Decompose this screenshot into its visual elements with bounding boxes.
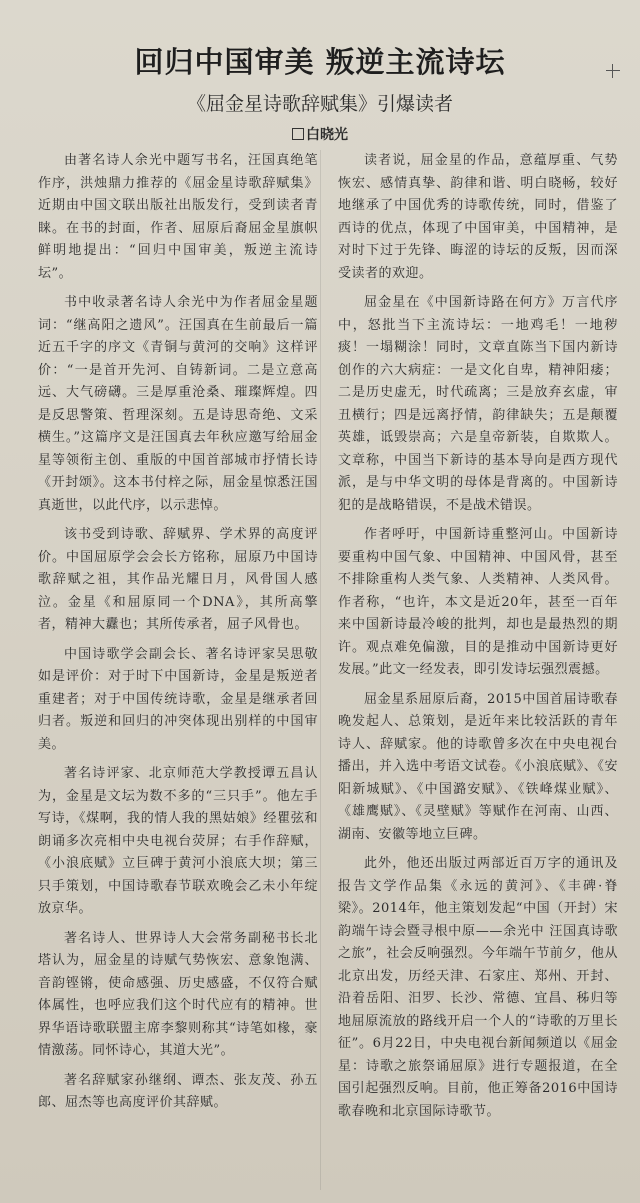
left-column bbox=[38, 150, 318, 1200]
paragraph: 屈金星系屈原后裔，2015中国首届诗歌春晚发起人、总策划，是近年来比较活跃的青年诗人、辞赋家。他的诗歌曾多次在中央电视台播出，并入选中考语文试卷。《小浪底赋》、《安阳新城赋》、《中国潞安赋》、《铁峰煤业赋》、《雄鹰赋》、《灵壁赋》等赋作在河南、山西、湖南、安徽等地立巨碑。 bbox=[338, 691, 618, 842]
crosshair-register-mark-icon bbox=[606, 64, 620, 78]
article-body bbox=[38, 150, 618, 1200]
article-byline bbox=[0, 124, 640, 144]
paragraph: 书中收录著名诗人余光中为作者屈金星题词：“继高阳之遗风”。汪国真在生前最后一篇近五千字的序文《青铜与黄河的交响》这样评价：“一是首开先河、自铸新词。二是立意高远、大气磅礴。三是厚重沧桑、璀璨辉煌。四是反思警策、哲理深刻。五是诗思奇绝、文采横生。”这篇序文是汪国真去年秋应邀写给屈金星等领衔主创、重版的中国首部城市抒情长诗《开封颂》。这本书付梓之际，屈金星惊悉汪国真逝世，以此代序，以示悲悼。 bbox=[38, 295, 318, 513]
paragraph: 读者说，屈金星的作品，意蕴厚重、气势恢宏、感情真挚、韵律和谐、明白晓畅，较好地继承了中国优秀的诗歌传统，同时，借鉴了西诗的优点，体现了中国审美，中国精神，是对时下过于先锋、晦涩的诗坛的反叛，因而深受读者的欢迎。 bbox=[338, 153, 618, 281]
paragraph: 中国诗歌学会副会长、著名诗评家吴思敬如是评价：对于时下中国新诗，金星是叛逆者重建者；对于中国传统诗歌，金星是继承者回归者。叛逆和回归的冲突体现出别样的中国审美。 bbox=[38, 646, 318, 752]
paragraph: 著名诗人、世界诗人大会常务副秘书长北塔认为，屈金星的诗赋气势恢宏、意象饱满、音韵铿锵，使命感强、历史感盛，不仅符合赋体属性，也呼应我们这个时代应有的精神。世界华语诗歌联盟主席李黎则称其“诗笔如椽，豪情激荡。同怀诗心，其道大光”。 bbox=[38, 930, 318, 1058]
right-column bbox=[338, 150, 618, 1200]
paragraph: 著名辞赋家孙继纲、谭杰、张友茂、孙五郎、屈杰等也高度评价其辞赋。 bbox=[38, 1072, 318, 1110]
paragraph: 该书受到诗歌、辞赋界、学术界的高度评价。中国屈原学会会长方铭称，屈原乃中国诗歌辞赋之祖，其作品光耀日月，风骨国人感泣。金星《和屈原同一个DNA》，其所高擎者，精神大纛也；其所传承者，屈子风骨也。 bbox=[38, 527, 318, 632]
article-header bbox=[0, 0, 640, 144]
paragraph: 作者呼吁，中国新诗重整河山。中国新诗要重构中国气象、中国精神、中国风骨，甚至不排除重构人类气象、人类精神、人类风骨。作者称，“也许，本文是近20年，甚至一百年来中国新诗最冷峻的批判，却也是最热烈的期许。观点难免偏激，目的是推动中国新诗更好发展。”此文一经发表，即引发诗坛强烈震撼。 bbox=[338, 527, 618, 677]
author-name: 白晓光 bbox=[306, 127, 348, 143]
article-subtitle: 《屈金星诗歌辞赋集》引爆读者 bbox=[186, 93, 453, 115]
article-title: 回归中国审美 叛逆主流诗坛 bbox=[134, 45, 506, 79]
paragraph: 由著名诗人余光中题写书名，汪国真绝笔作序，洪烛鼎力推荐的《屈金星诗歌辞赋集》近期由中国文联出版社出版发行，受到读者青睐。在书的封面，作者、屈原后裔屈金星旗帜鲜明地提出：“回归中国审美，叛逆主流诗坛”。 bbox=[38, 153, 318, 281]
paragraph: 屈金星在《中国新诗路在何方》万言代序中，怒批当下主流诗坛：一地鸡毛！一地秽痰！一塌糊涂！同时，文章直陈当下国内新诗创作的六大病症：一是文化自卑，精神阳痿；二是历史虚无，时代疏离；三是放弃玄虚，审丑横行；四是远离抒情，韵律缺失；五是颠覆英雄，诋毁崇高；六是皇帝新装，自欺欺人。文章称，中国当下新诗的基本导向是西方现代派，是与中华文明的母体是背离的。中国新诗犯的是战略错误，不是战术错误。 bbox=[338, 295, 618, 513]
paragraph: 此外，他还出版过两部近百万字的通讯及报告文学作品集《永远的黄河》、《丰碑·脊梁》。2014年，他主策划发起“中国（开封）宋韵端午诗会暨寻根中原——余光中 汪国真诗歌之旅”，社会反响强烈。今年端午节前夕，他从北京出发，历经天津、石家庄、郑州、开封、沿着岳阳、汨罗、长沙、常德、宜昌、秭归等地屈原流放的路线开启一个人的“诗歌的万里长征”。6月22日，中央电视台新闻频道以《屈金星：诗歌之旅祭诵屈原》进行专题报道，在全国引起强烈反响。目前，他正筹备2016中国诗歌春晚和北京国际诗歌节。 bbox=[338, 856, 618, 1119]
paragraph: 著名诗评家、北京师范大学教授谭五昌认为，金星是文坛为数不多的“三只手”。他左手写诗，《煤啊，我的情人我的黑姑娘》经瞿弦和朗诵多次亮相中央电视台荧屏；右手作辞赋，《小浪底赋》立巨碑于黄河小浪底大坝；第三只手策划，中国诗歌春节联欢晚会乙未小年绽放京华。 bbox=[38, 766, 318, 916]
byline-box-icon bbox=[292, 128, 304, 140]
